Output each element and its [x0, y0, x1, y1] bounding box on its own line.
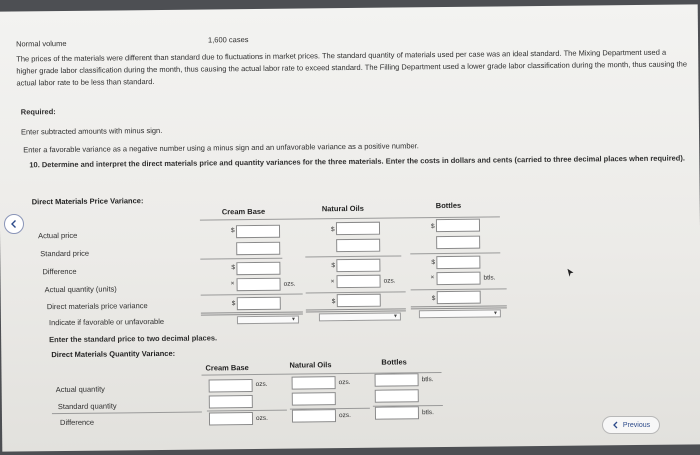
- chevron-down-icon: ▼: [392, 313, 398, 320]
- bottles-actual-price-input[interactable]: [436, 219, 480, 232]
- unit-label: ozs.: [255, 414, 268, 422]
- chevron-down-icon: ▼: [290, 316, 296, 323]
- dollar-sign: $: [331, 298, 336, 306]
- row-actual-price: Actual price: [38, 230, 78, 241]
- cream-base-qty-difference-input[interactable]: [209, 412, 253, 425]
- price-variance-title: Direct Materials Price Variance:: [31, 196, 144, 207]
- unit-label: ozs.: [338, 379, 351, 387]
- instruction-favorable: Enter a favorable variance as a negative number using a minus sign and an unfavorable variance as a positive number.: [23, 141, 419, 155]
- qty-row-difference: Difference: [59, 417, 95, 428]
- bottles-standard-quantity-input[interactable]: [375, 389, 419, 402]
- natural-oils-standard-price-input[interactable]: [336, 239, 380, 252]
- dollar-sign: $: [431, 295, 436, 303]
- chevron-left-icon: [9, 219, 19, 229]
- cream-base-actual-quantity-qty-input[interactable]: [209, 379, 253, 392]
- question-10-instruction: Enter the costs in dollars and cents (carried to three decimal places when required).: [385, 153, 685, 166]
- row-favorable-indicator: Indicate if favorable or unfavorable: [48, 316, 165, 328]
- natural-oils-subtotal-rule: [305, 255, 401, 257]
- unit-label: ozs.: [338, 412, 351, 420]
- bottles-price-variance-input[interactable]: [437, 291, 481, 304]
- chevron-left-icon: [612, 421, 619, 429]
- bottles-actual-quantity-input[interactable]: [436, 272, 480, 285]
- times-sign: ×: [330, 278, 335, 286]
- dollar-sign: $: [330, 226, 335, 234]
- cream-base-difference-input[interactable]: [236, 262, 280, 275]
- natural-oils-standard-quantity-input[interactable]: [292, 392, 336, 405]
- bottles-standard-price-input[interactable]: [436, 236, 480, 249]
- bottles-favorable-select[interactable]: [419, 309, 501, 318]
- mouse-cursor-icon: [566, 268, 574, 278]
- natural-oils-price-variance-input[interactable]: [337, 294, 381, 307]
- bottles-difference-input[interactable]: [436, 256, 480, 269]
- natural-oils-favorable-select[interactable]: [319, 312, 401, 321]
- question-page: [0, 4, 700, 451]
- row-difference: Difference: [42, 266, 77, 277]
- natural-oils-actual-price-input[interactable]: [336, 222, 380, 235]
- qty-row-standard-quantity: Standard quantity: [57, 401, 117, 412]
- cream-base-actual-quantity-input[interactable]: [237, 278, 281, 291]
- price-col-cream-base: Cream Base: [221, 206, 266, 217]
- dollar-sign: $: [431, 259, 436, 267]
- previous-button[interactable]: [602, 416, 660, 434]
- qty-label-rule: [52, 412, 202, 415]
- instruction-subtract: Enter subtracted amounts with minus sign.: [20, 125, 163, 137]
- price-col-bottles: Bottles: [435, 200, 462, 211]
- cream-base-standard-price-input[interactable]: [236, 242, 280, 255]
- price-col-natural-oils: Natural Oils: [321, 203, 364, 214]
- bottles-subtotal-rule: [410, 252, 500, 254]
- unit-label: btls.: [421, 376, 434, 384]
- bottles-actual-quantity-qty-input[interactable]: [375, 373, 419, 386]
- dollar-sign: $: [230, 227, 235, 235]
- times-sign: ×: [230, 280, 235, 288]
- natural-oils-difference-input[interactable]: [336, 259, 380, 272]
- dollar-sign: $: [430, 223, 435, 231]
- price-note: Enter the standard price to two decimal places.: [49, 333, 218, 345]
- cream-base-favorable-select[interactable]: [237, 316, 299, 325]
- qty-col-bottles: Bottles: [381, 357, 407, 367]
- dollar-sign: $: [331, 262, 336, 270]
- natural-oils-qty-difference-input[interactable]: [292, 409, 336, 422]
- unit-label: ozs.: [255, 380, 268, 388]
- cream-base-actual-price-input[interactable]: [236, 225, 280, 238]
- intro-paragraph: The prices of the materials were different than standard due to fluctuations in market prices. The standard quantity of materials used per case was an ideal standard. The Mixing Department used a higher grade labor classification during the month, thus causing the actual labor rate to exceed standard. The Filling Department used a lower grade labor classification during the month, thus causing the actual labor rate to be less than standard.: [16, 47, 688, 88]
- dollar-sign: $: [231, 264, 236, 272]
- question-10-prefix: 10. Determine and interpret the direct materials price and quantity variances for the three materials.: [29, 156, 384, 170]
- row-standard-price: Standard price: [40, 248, 90, 259]
- qty-row-actual-quantity: Actual quantity: [55, 384, 105, 395]
- natural-oils-actual-quantity-input[interactable]: [336, 275, 380, 288]
- normal-volume-value: 1,600 cases: [207, 35, 249, 45]
- bottles-qty-difference-input[interactable]: [375, 406, 419, 419]
- natural-oils-actual-quantity-qty-input[interactable]: [292, 376, 336, 389]
- previous-label: Previous: [622, 421, 651, 429]
- quantity-variance-title: Direct Materials Quantity Variance:: [51, 348, 176, 360]
- cream-base-standard-quantity-input[interactable]: [209, 395, 253, 408]
- unit-label: btls.: [421, 409, 434, 417]
- cream-base-total-rule: [201, 293, 303, 295]
- required-heading: Required:: [20, 107, 56, 117]
- qty-col-natural-oils: Natural Oils: [289, 360, 332, 370]
- cream-base-subtotal-rule: [200, 258, 282, 260]
- qty-col-cream-base: Cream Base: [205, 363, 249, 373]
- back-button[interactable]: [4, 214, 24, 234]
- unit-label: btls.: [483, 274, 496, 282]
- row-actual-quantity-units: Actual quantity (units): [44, 284, 117, 295]
- question-10: [29, 152, 689, 171]
- unit-label: ozs.: [283, 280, 296, 288]
- unit-label: ozs.: [383, 277, 396, 285]
- normal-volume-label: Normal volume: [16, 38, 67, 49]
- chevron-down-icon: ▼: [492, 310, 498, 317]
- times-sign: ×: [430, 274, 435, 282]
- dollar-sign: $: [231, 300, 236, 308]
- cream-base-price-variance-input[interactable]: [237, 297, 281, 310]
- row-price-variance: Direct materials price variance: [46, 301, 148, 312]
